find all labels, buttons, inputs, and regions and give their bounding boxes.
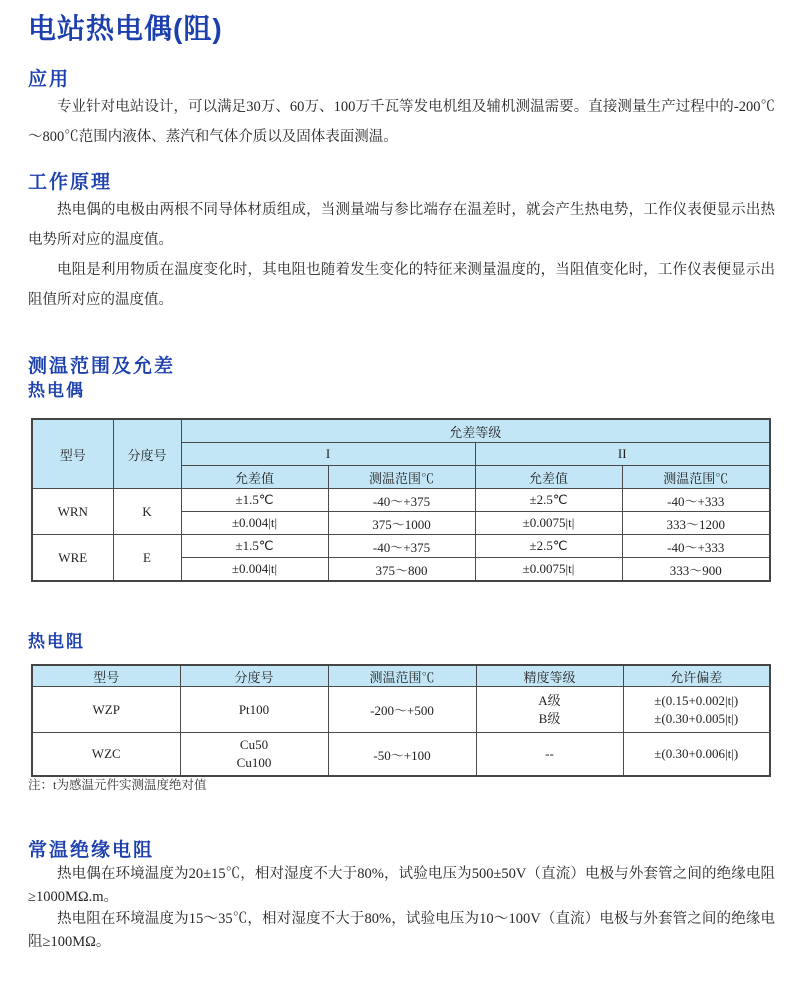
cell-temp-range: -50～+100 [328, 733, 476, 777]
cell-tolerance-value: ±2.5℃ [475, 535, 622, 558]
cell-accuracy [476, 687, 623, 733]
col-header-graduation: 分度号 [180, 665, 328, 687]
cell-temp-range: 375～1000 [328, 512, 475, 535]
cell-temp-range: -200～+500 [328, 687, 476, 733]
working-principle-paragraph-2: 电阻是利用物质在温度变化时，其电阻也随着发生变化的特征来测量温度的，当阻值变化时，工作仪表便显示出阻值所对应的温度值。 [28, 262, 775, 308]
table-row [32, 733, 770, 777]
col-header-temp-range-ii: 测温范围℃ [622, 466, 770, 489]
table-header-row [32, 665, 770, 687]
col-header-temp-range: 测温范围℃ [328, 665, 476, 687]
cell-temp-range: 333～1200 [622, 512, 770, 535]
col-header-tolerance-value-ii: 允差值 [475, 466, 622, 489]
cell-tolerance-value: ±1.5℃ [181, 489, 328, 512]
cell-line: B级 [538, 710, 561, 726]
cell-line: ±(0.30+0.006|t|) [654, 746, 739, 761]
cell-line: ±(0.15+0.002|t|) [654, 692, 739, 708]
cell-accuracy [476, 733, 623, 777]
cell-tolerance-value: ±0.0075|t| [475, 558, 622, 582]
rtd-table [31, 664, 771, 777]
cell-deviation [623, 687, 770, 733]
cell-temp-range: -40～+375 [328, 489, 475, 512]
cell-model: WZP [32, 687, 180, 733]
table-row [32, 535, 770, 558]
col-header-model: 型号 [32, 419, 113, 489]
cell-tolerance-value: ±1.5℃ [181, 535, 328, 558]
cell-model: WRN [32, 489, 113, 535]
cell-line: Pt100 [238, 701, 270, 717]
cell-temp-range: -40～+333 [622, 489, 770, 512]
insulation-paragraph-1: 热电偶在环境温度为20±15℃，相对湿度不大于80%，试验电压为500±50V（直流）电极与外套管之间的绝缘电阻≥1000MΩ.m。 [28, 866, 775, 905]
insulation-paragraph-2: 热电阻在环境温度为15～35℃，相对湿度不大于80%，试验电压为10～100V（直流）电极与外套管之间的绝缘电阻≥100MΩ。 [28, 911, 775, 950]
table-header-row [32, 419, 770, 443]
col-header-temp-range-i: 测温范围℃ [328, 466, 475, 489]
cell-line: ±(0.30+0.005|t|) [654, 710, 739, 726]
col-header-tolerance-value-i: 允差值 [181, 466, 328, 489]
cell-model: WRE [32, 535, 113, 582]
cell-line: -- [545, 746, 554, 761]
table-note: 注：t为感温元件实测温度绝对值 [28, 778, 207, 792]
cell-model: WZC [32, 733, 180, 777]
col-header-allowed-deviation: 允许偏差 [623, 665, 770, 687]
section-heading-application: 应用 [28, 69, 71, 90]
cell-tolerance-value: ±0.004|t| [181, 558, 328, 582]
cell-temp-range: -40～+375 [328, 535, 475, 558]
section-heading-working-principle: 工作原理 [28, 172, 113, 193]
cell-graduation [180, 733, 328, 777]
cell-graduation [180, 687, 328, 733]
cell-tolerance-value: ±2.5℃ [475, 489, 622, 512]
page-title: 电站热电偶(阻) [28, 13, 223, 44]
subheading-rtd: 热电阻 [28, 632, 85, 651]
cell-line: Cu100 [236, 755, 272, 770]
cell-tolerance-value: ±0.004|t| [181, 512, 328, 535]
application-paragraph: 专业针对电站设计，可以满足30万、60万、100万千瓦等发电机组及辅机测温需要。直接测量生产过程中的-200℃～800℃范围内液体、蒸汽和气体介质以及固体表面测温。 [28, 99, 775, 145]
subheading-thermocouple: 热电偶 [28, 381, 85, 400]
thermocouple-table [31, 418, 771, 582]
col-header-model: 型号 [32, 665, 180, 687]
cell-temp-range: -40～+333 [622, 535, 770, 558]
section-heading-range-tolerance: 测温范围及允差 [28, 356, 176, 377]
working-principle-paragraph-1: 热电偶的电极由两根不同导体材质组成，当测量端与参比端存在温差时，就会产生热电势，工作仪表便显示出热电势所对应的温度值。 [28, 202, 775, 248]
col-header-class-ii: II [475, 443, 770, 466]
cell-line: A级 [538, 692, 561, 708]
cell-tolerance-value: ±0.0075|t| [475, 512, 622, 535]
cell-graduation: K [113, 489, 181, 535]
col-header-class-i: I [181, 443, 475, 466]
cell-graduation: E [113, 535, 181, 582]
col-header-graduation: 分度号 [113, 419, 181, 489]
cell-temp-range: 375～800 [328, 558, 475, 582]
table-row [32, 687, 770, 733]
cell-deviation [623, 733, 770, 777]
col-header-accuracy-class: 精度等级 [476, 665, 623, 687]
section-heading-insulation: 常温绝缘电阻 [28, 840, 155, 861]
col-header-tolerance-class: 允差等级 [181, 419, 770, 443]
table-row [32, 489, 770, 512]
cell-line: Cu50 [239, 737, 269, 752]
cell-temp-range: 333～900 [622, 558, 770, 582]
